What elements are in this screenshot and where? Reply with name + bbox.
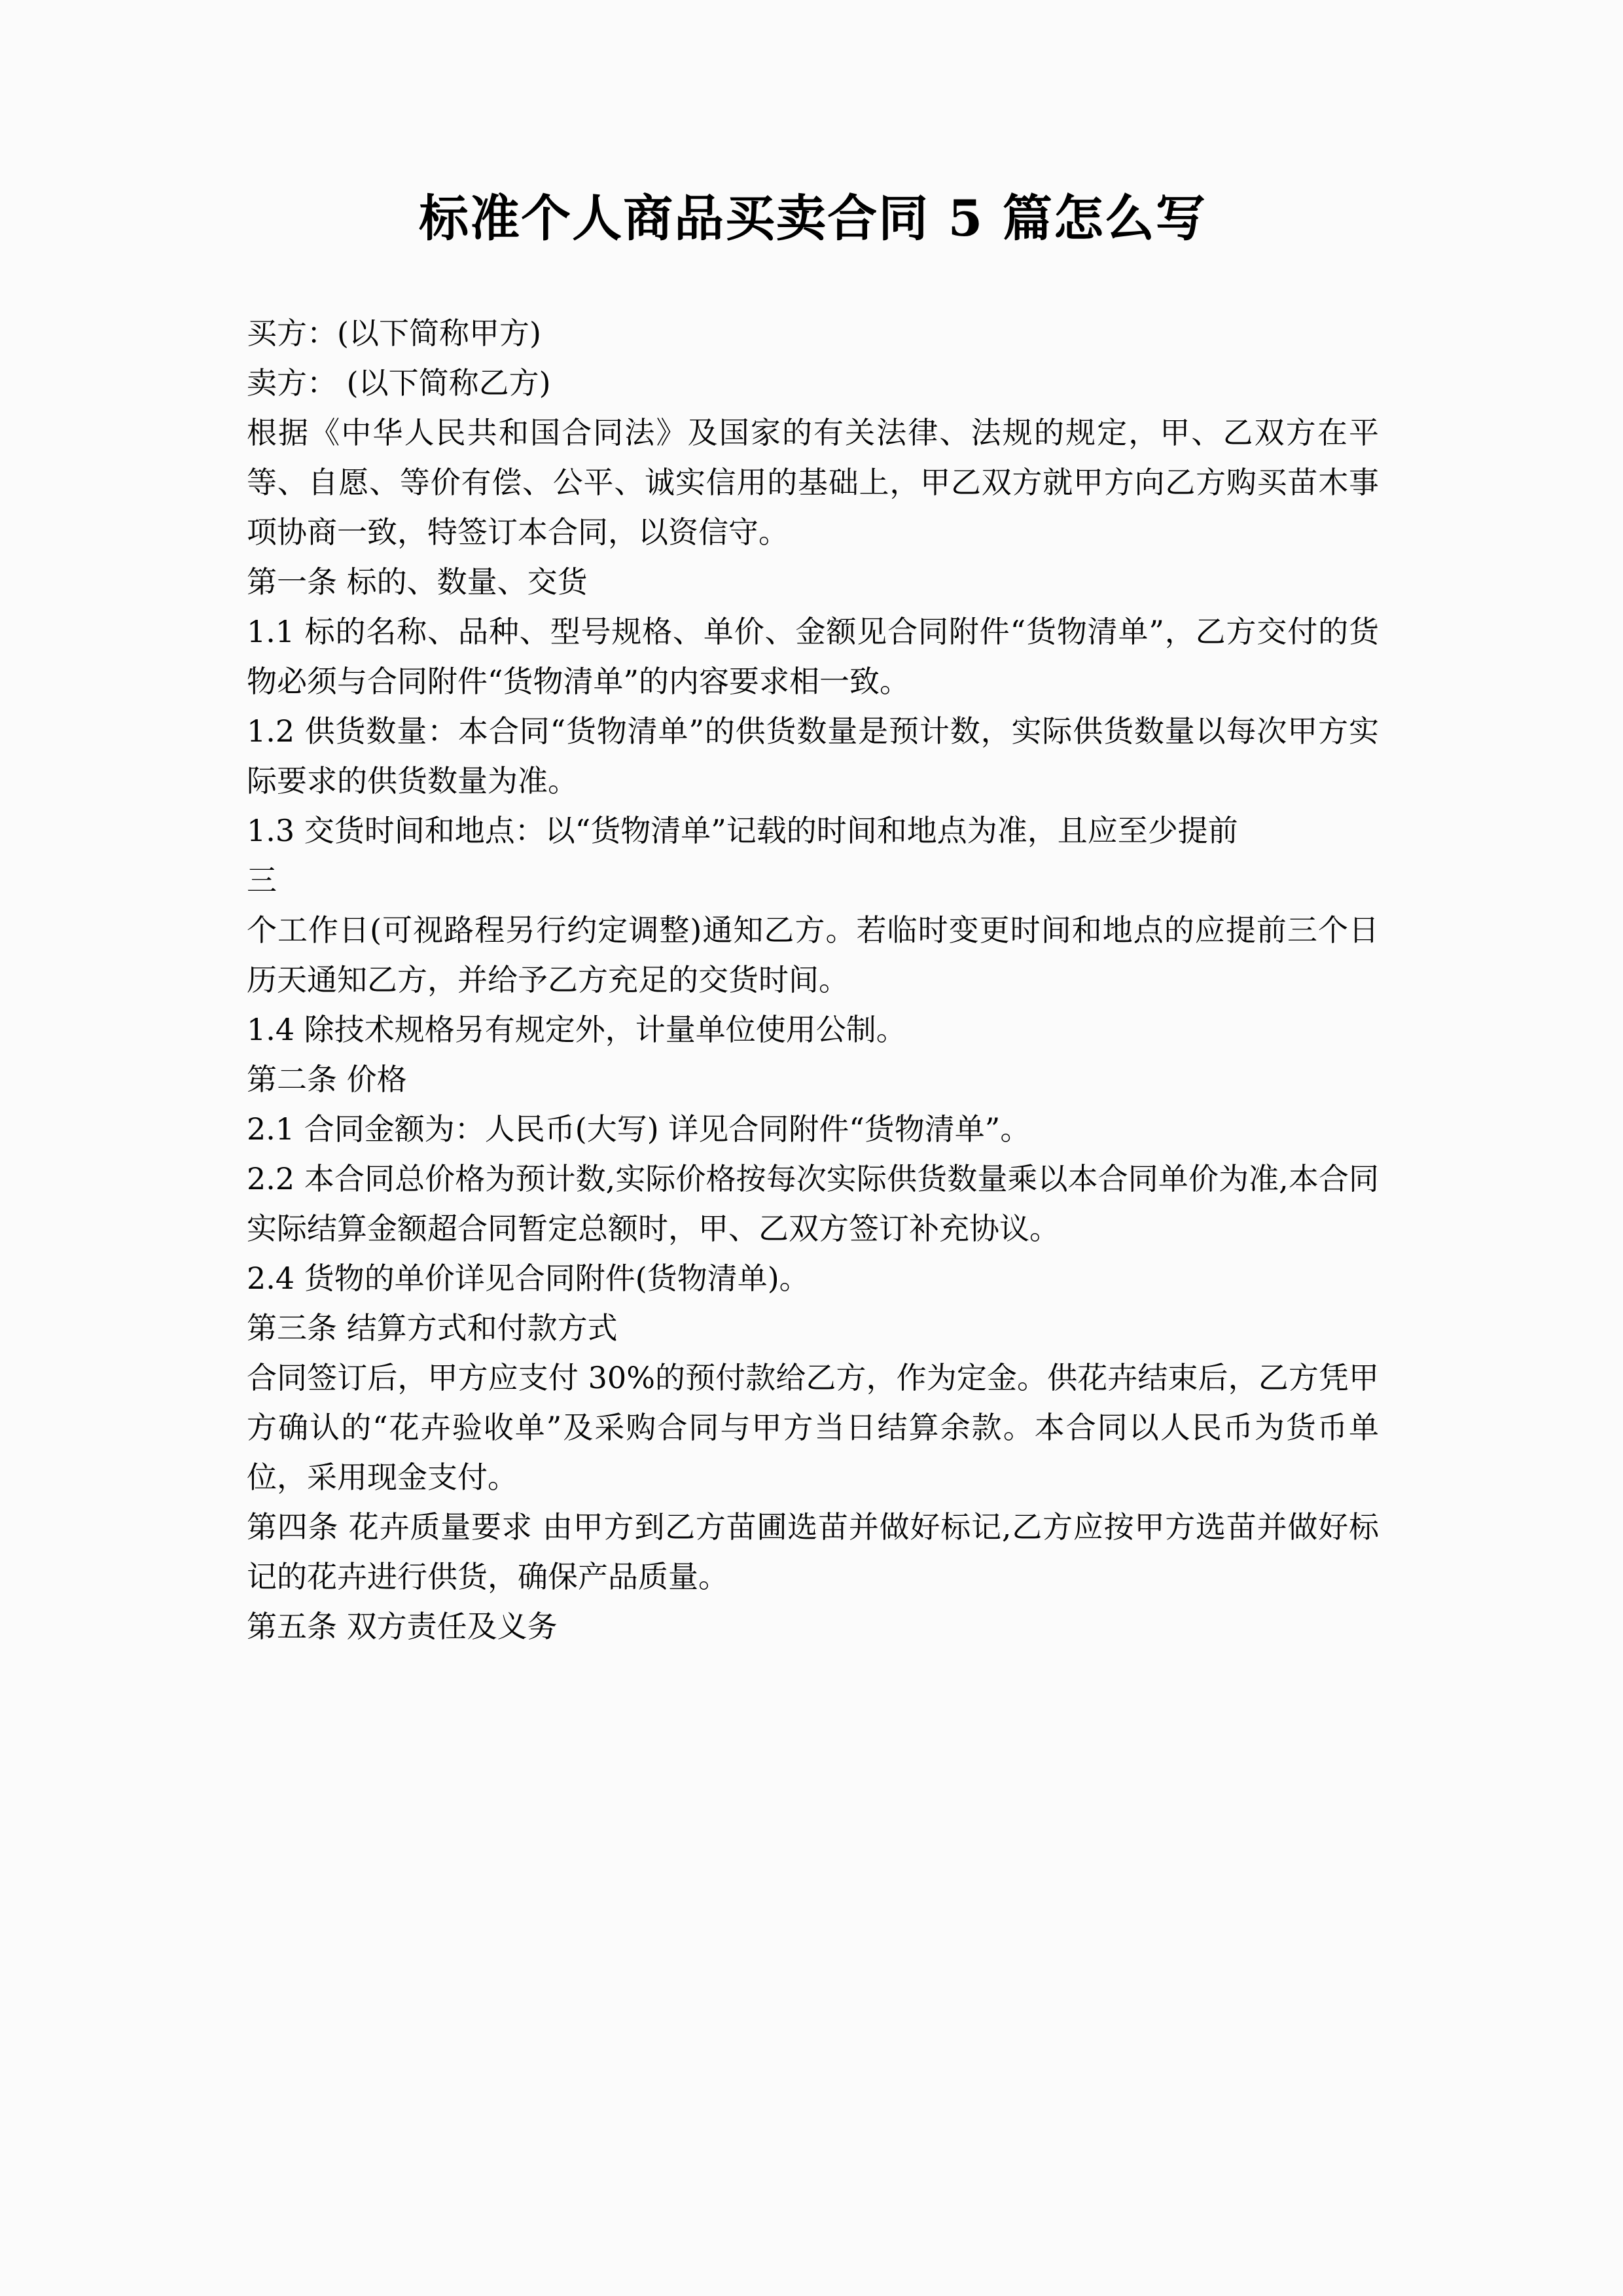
paragraph-article-3-body: 合同签订后，甲方应支付 30%的预付款给乙方，作为定金。供花卉结束后，乙方凭甲方确认的“花卉验收单”及采购合同与甲方当日结算余款。本合同以人民币为货币单位，采用现金支付。 [247,1360,1379,1495]
paragraph-clause-2-4: 2.4 货物的单价详见合同附件(货物清单)。 [247,1261,810,1296]
paragraph-clause-1-2: 1.2 供货数量：本合同“货物清单”的供货数量是预计数，实际供货数量以每次甲方实际要求的供货数量为准。 [247,713,1379,798]
paragraph-clause-1-1: 1.1 标的名称、品种、型号规格、单价、金额见合同附件“货物清单”，乙方交付的货物必须与合同附件“货物清单”的内容要求相一致。 [247,614,1379,699]
page-title: 标准个人商品买卖合同 5 篇怎么写 [419,189,1207,247]
paragraph-clause-2-1: 2.1 合同金额为：人民币(大写) 详见合同附件“货物清单”。 [247,1111,1031,1147]
heading-article-2: 第二条 价格 [247,1062,407,1097]
heading-article-5: 第五条 双方责任及义务 [247,1609,558,1644]
paragraph-clause-2-2: 2.2 本合同总价格为预计数,实际价格按每次实际供货数量乘以本合同单价为准,本合同实际结算金额超合同暂定总额时，甲、乙双方签订补充协议。 [247,1161,1379,1246]
heading-article-3: 第三条 结算方式和付款方式 [247,1310,618,1346]
document-body [247,0,1379,1651]
paragraph-seller-line: 卖方： (以下简称乙方) [247,365,551,401]
heading-article-1: 第一条 标的、数量、交货 [247,564,588,600]
paragraph-article-4: 第四条 花卉质量要求 由甲方到乙方苗圃选苗并做好标记,乙方应按甲方选苗并做好标记的花卉进行供货，确保产品质量。 [247,1509,1379,1594]
paragraph-clause-1-3-part-c: 个工作日(可视路程另行约定调整)通知乙方。若临时变更时间和地点的应提前三个日历天通知乙方，并给予乙方充足的交货时间。 [247,912,1379,997]
paragraph-clause-1-3-part-a: 1.3 交货时间和地点：以“货物清单”记载的时间和地点为准，且应至少提前 [247,813,1238,848]
paragraph-clause-1-3-part-b: 三 [247,863,277,898]
paragraph-preamble: 根据《中华人民共和国合同法》及国家的有关法律、法规的规定，甲、乙双方在平等、自愿、等价有偿、公平、诚实信用的基础上，甲乙双方就甲方向乙方购买苗木事项协商一致，特签订本合同，以资信守。 [247,415,1379,550]
paragraph-clause-1-4: 1.4 除技术规格另有规定外，计量单位使用公制。 [247,1012,906,1047]
paragraph-buyer-line: 买方：(以下简称甲方) [247,315,541,351]
